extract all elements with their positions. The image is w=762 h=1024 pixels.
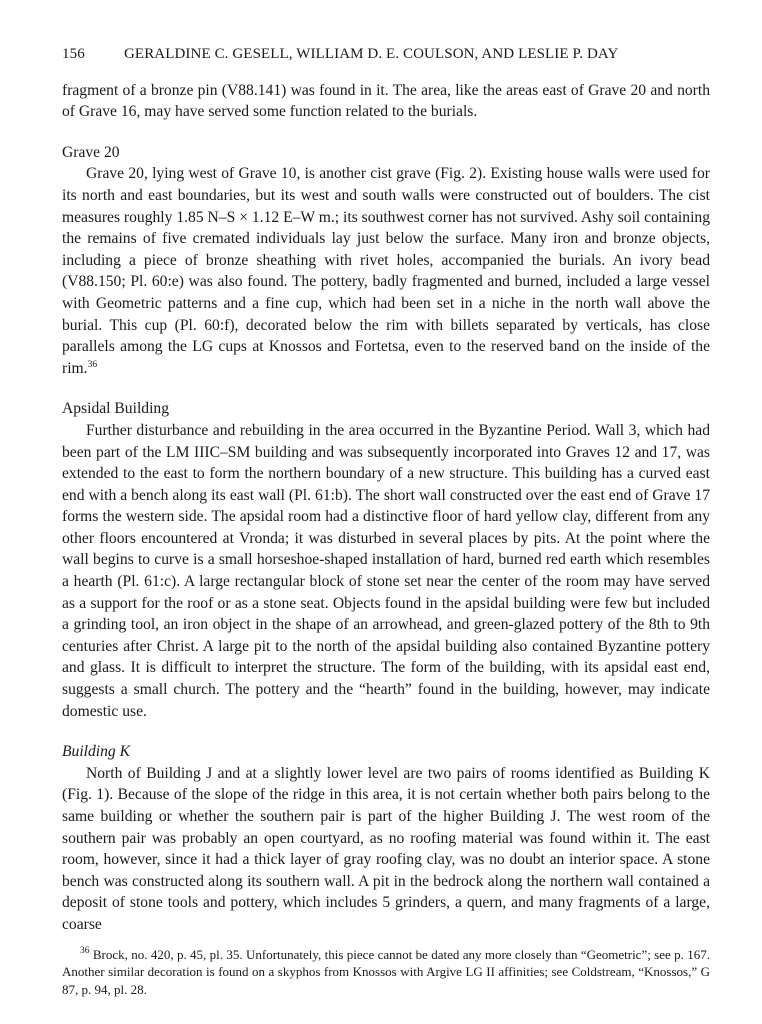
document-page (62, 44, 710, 998)
apsidal-building-heading: Apsidal Building (62, 400, 169, 418)
building-k-heading: Building K (62, 743, 131, 761)
building-k-paragraph: North of Building J and at a slightly lower level are two pairs of rooms identified as Building K (Fig. 1). Because of the slope of the ridge in this area, it is not certain whether both pairs belong to the same building or whether the southern pair is part of the higher Building J. The west room of the southern pair was probably an open courtyard, as no roofing material was found within it. The east room, however, since it had a thick layer of gray roofing clay, was no doubt an interior space. A stone bench was constructed along its southern wall. A pit in the bedrock along the northern wall contained a deposit of stone tools and pottery, which includes 5 grinders, a quern, and many fragments of a large, coarse (62, 764, 710, 933)
running-head (62, 44, 710, 66)
footnote-number: 36 (80, 945, 90, 956)
apsidal-building-paragraph: Further disturbance and rebuilding in the area occurred in the Byzantine Period. Wall 3, which had been part of the LM IIIC–SM building and was subsequently incorporated into Graves 12 and 17, was extended to the east to form the northern boundary of a new structure. This building has a curved east end with a bench along its east wall (Pl. 61:b). The short wall constructed over the east end of Grave 17 forms the western side. The apsidal room had a distinctive floor of hard yellow clay, different from any other floors encountered at Vronda; it was disturbed in several places by pits. At the point where the wall begins to curve is a small horseshoe-shaped installation of hard, burned red earth which resembles a hearth (Pl. 61:c). A large rectangular block of stone set near the center of the room may have served as a support for the roof or as a stone seat. Objects found in the apsidal building were few but included a grinding tool, an iron object in the shape of an arrowhead, and green-glazed pottery of the 8th to 9th centuries after Christ. A large pit to the north of the apsidal building also contained Byzantine pottery and glass. It is difficult to interpret the structure. The form of the building, with its apsidal east end, suggests a small church. The pottery and the “hearth” found in the building, however, may indicate domestic use. (62, 421, 710, 720)
grave-20-text: Grave 20, lying west of Grave 10, is another cist grave (Fig. 2). Existing house walls were used for its north and east boundaries, but its west and south walls were constructed out of boulders. The cist measures roughly 1.85 N–S × 1.12 E–W m.; its southwest corner has not survived. Ashy soil containing the remains of five cremated individuals lay just below the surface. Many iron and bronze objects, including a piece of bronze sheathing with rivet holes, accompanied the burials. An ivory bead (V88.150; Pl. 60:e) was also found. The pottery, badly fragmented and burned, included a large vessel with Geometric patterns and a fine cup, which had been set in a niche in the north wall above the burial. This cup (Pl. 60:f), decorated below the rim with billets separated by verticals, has close parallels among the LG cups at Knossos and Fortetsa, even to the reserved band on the inside of the rim. (62, 165, 710, 377)
grave-20-paragraph (62, 163, 710, 379)
grave-20-heading: Grave 20 (62, 143, 120, 161)
footnote-text: Brock, no. 420, p. 45, pl. 35. Unfortunately, this piece cannot be dated any more closely than “Geometric”; see p. 167. Another similar decoration is found on a skyphos from Knossos with Argive LG II affinities; see Coldstream, “Knossos,” G 87, p. 94, pl. 28. (62, 946, 710, 997)
authors-line: GERALDINE C. GESELL, WILLIAM D. E. COULSON, AND LESLIE P. DAY (124, 46, 619, 62)
footnote-ref-36: 36 (87, 359, 98, 370)
footnote-36 (62, 946, 710, 999)
footnote-area (62, 946, 710, 999)
intro-paragraph: fragment of a bronze pin (V88.141) was found in it. The area, like the areas east of Grave 20 and north of Grave 16, may have served some function related to the burials. (62, 81, 710, 121)
page-number: 156 (62, 46, 85, 62)
